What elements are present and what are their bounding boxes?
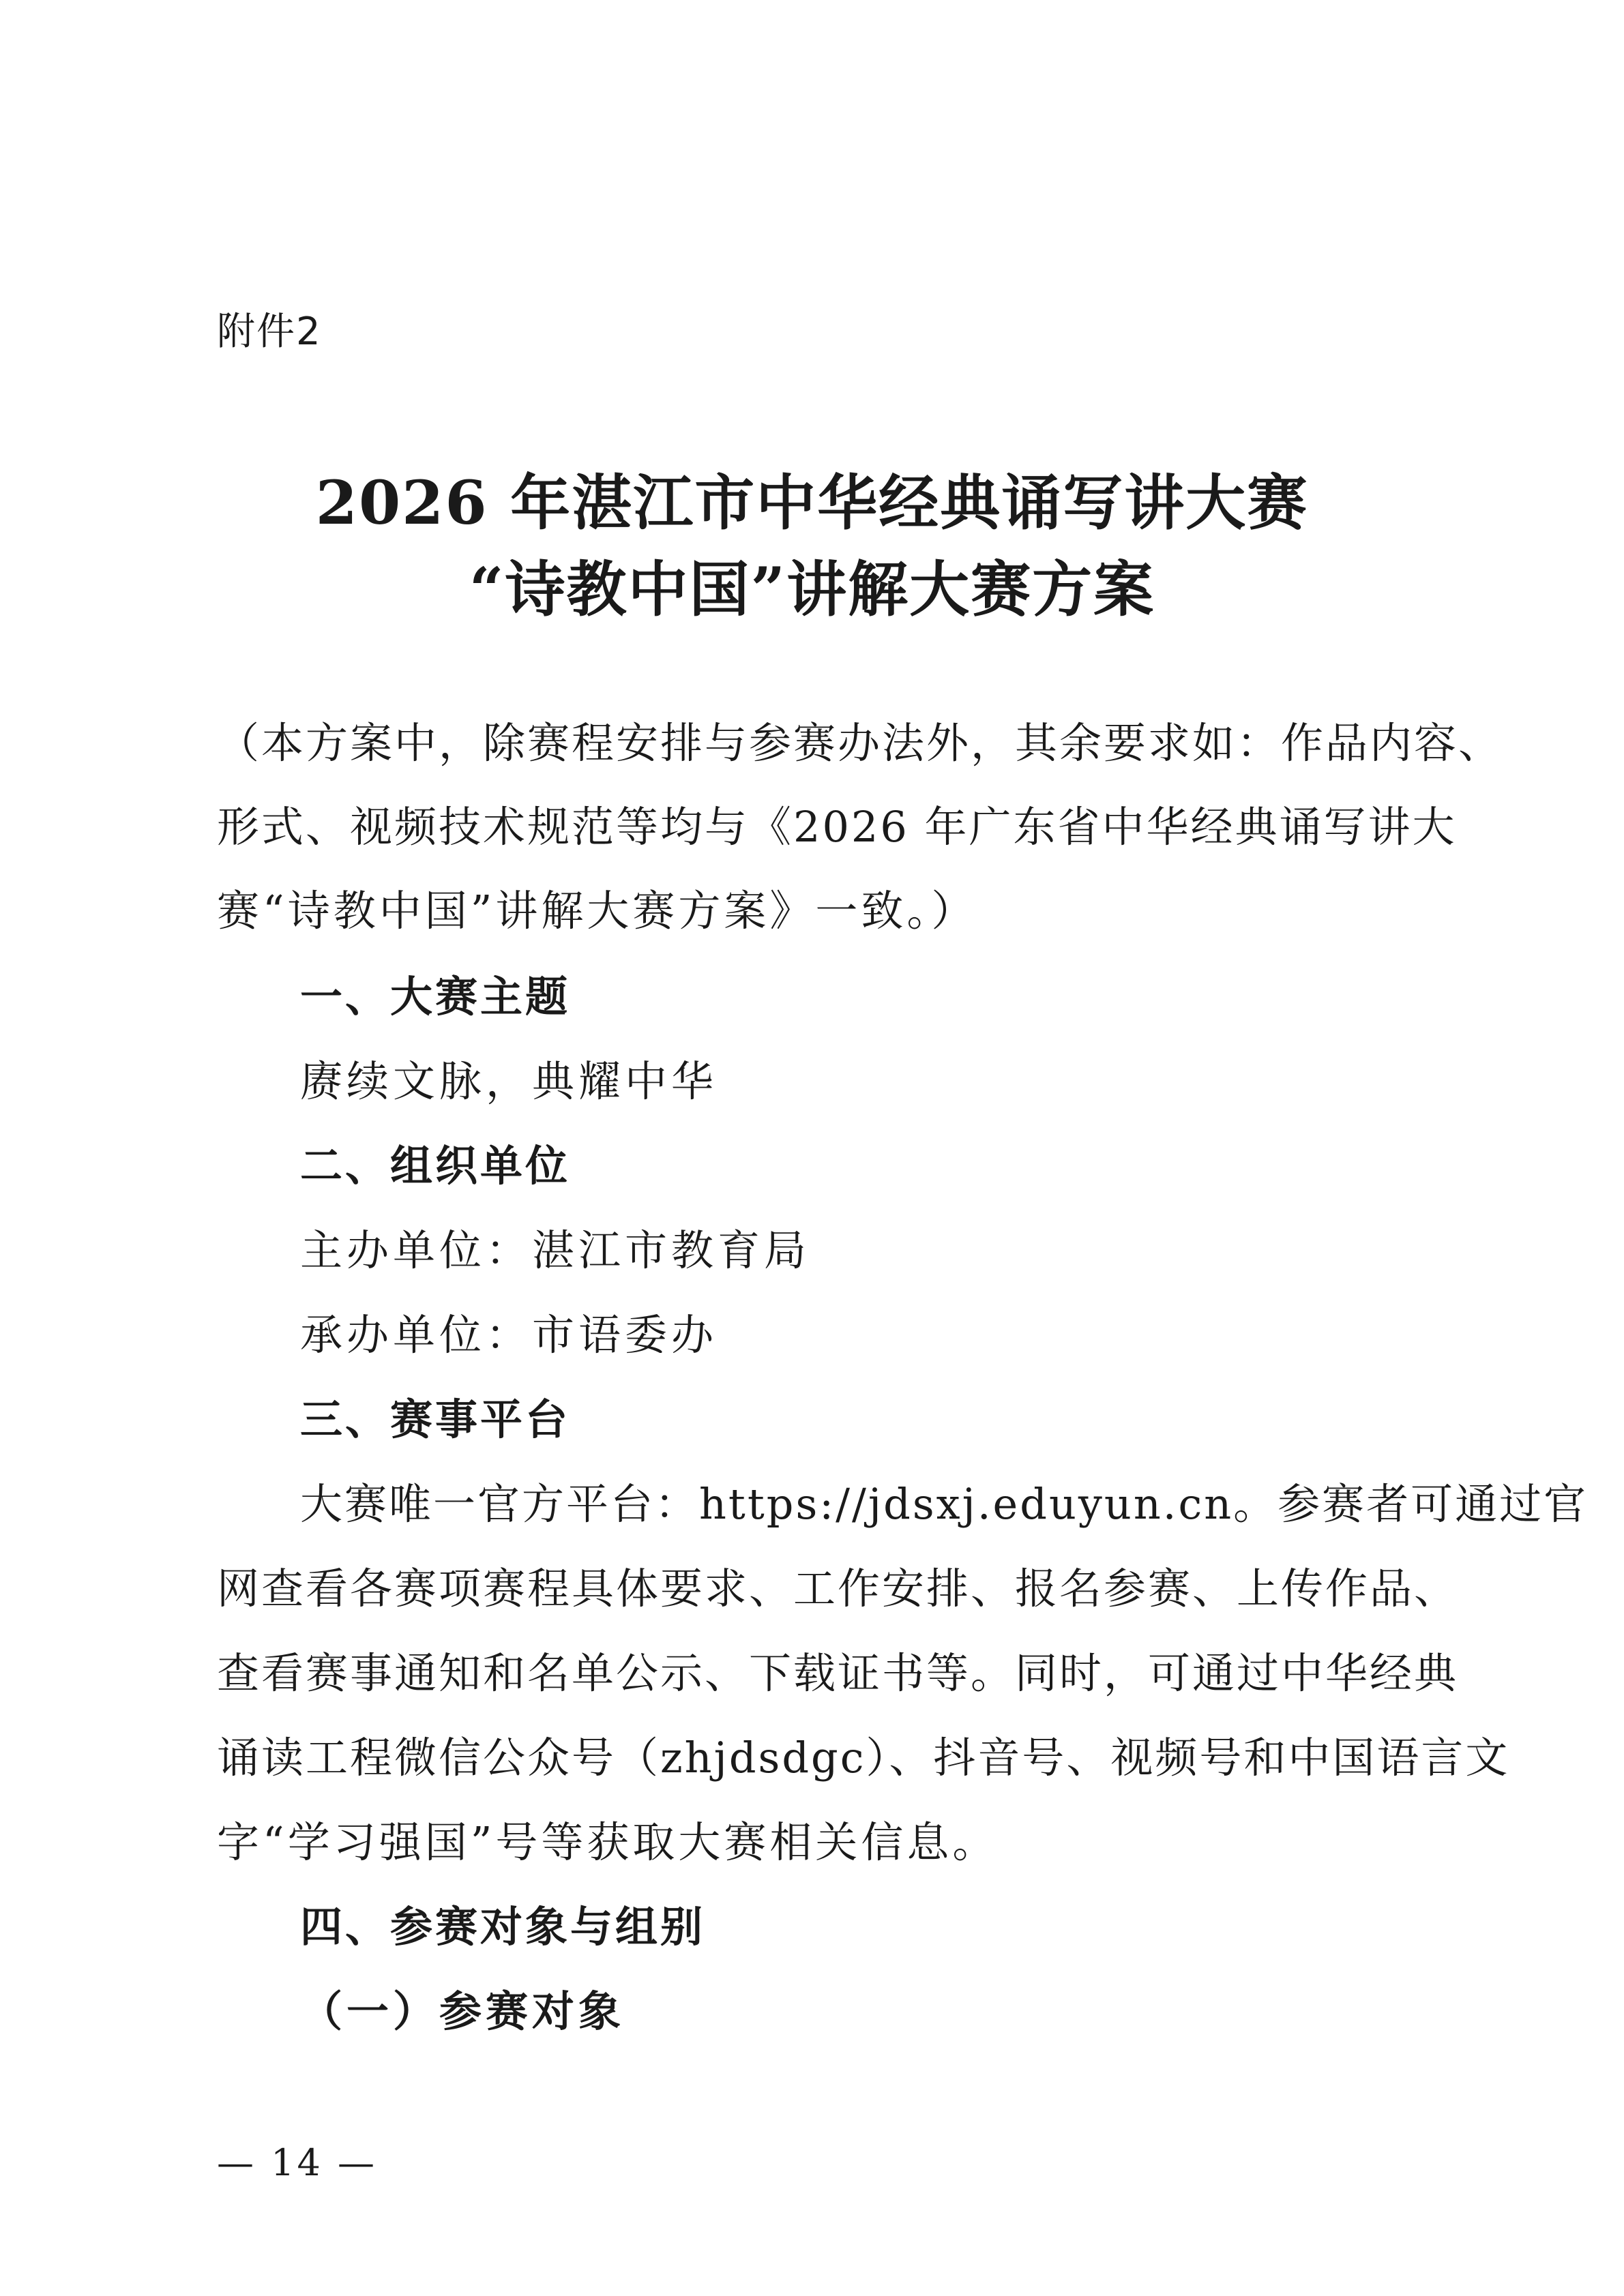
section-3-heading: 三、赛事平台: [300, 1395, 571, 1444]
organizer-unit: 承办单位：市语委办: [300, 1310, 718, 1360]
platform-line-4: 诵读工程微信公众号（zhjdsdgc）、抖音号、视频号和中国语言文: [217, 1733, 1510, 1783]
platform-line-2: 网查看各赛项赛程具体要求、工作安排、报名参赛、上传作品、: [217, 1564, 1459, 1613]
intro-line-2: 形式、视频技术规范等均与《2026 年广东省中华经典诵写讲大: [217, 802, 1457, 852]
page-number: — 14 —: [217, 2141, 378, 2184]
intro-line-1: （本方案中，除赛程安排与参赛办法外，其余要求如：作品内容、: [217, 718, 1503, 768]
intro-line-3: 赛“诗教中国”讲解大赛方案》一致。）: [217, 886, 977, 936]
host-unit: 主办单位：湛江市教育局: [300, 1225, 811, 1275]
section-4-heading: 四、参赛对象与组别: [300, 1902, 706, 1952]
document-title-line-1: 2026 年湛江市中华经典诵写讲大赛: [315, 467, 1309, 538]
platform-line-3: 查看赛事通知和名单公示、下载证书等。同时，可通过中华经典: [217, 1648, 1459, 1698]
section-2-heading: 二、组织单位: [300, 1141, 571, 1191]
platform-line-5: 字“学习强国”号等获取大赛相关信息。: [217, 1817, 999, 1867]
document-title-line-2: “诗教中国”讲解大赛方案: [469, 554, 1155, 625]
attachment-label: 附件2: [217, 310, 322, 354]
platform-line-1: 大赛唯一官方平台：https://jdsxj.eduyun.cn。参赛者可通过官: [300, 1479, 1589, 1529]
section-1-theme: 赓续文脉，典耀中华: [300, 1056, 718, 1106]
section-4-subheading-1: （一）参赛对象: [300, 1986, 625, 2036]
section-1-heading: 一、大赛主题: [300, 972, 571, 1022]
